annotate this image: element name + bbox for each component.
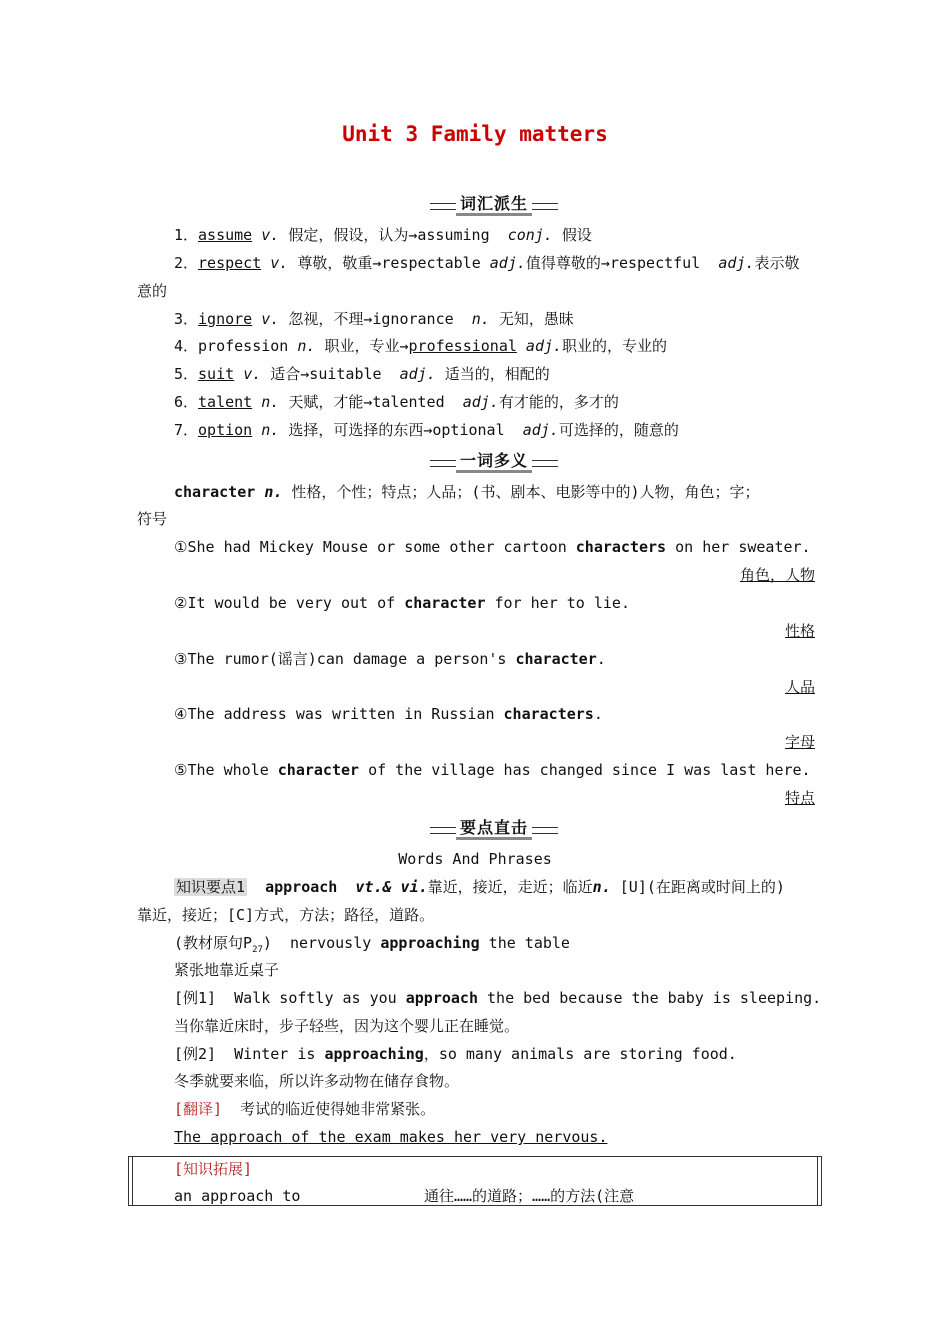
polysemy-example: ①She had Mickey Mouse or some other cartoon characters on her sweater.	[174, 538, 811, 556]
vocab-item-4: 4．profession n. 职业，专业→professional adj.职业的，专业的	[174, 337, 668, 355]
extension-tag: [知识拓展]	[174, 1160, 253, 1178]
vocab-item-2: 2．respect v. 尊敬，敬重→respectable adj.值得尊敬的→respectful adj.表示敬	[174, 254, 800, 272]
polysemy-example: ③The rumor(谣言)can damage a person's character.	[174, 650, 606, 668]
translate-answer: The approach of the exam makes her very nervous.	[174, 1128, 608, 1146]
vocab-item-3: 3．ignore v. 忽视，不理→ignorance n. 无知，愚昧	[174, 310, 574, 328]
polysemy-example: ②It would be very out of character for her to lie.	[174, 594, 630, 612]
polysemy-definition-cont: 符号	[137, 510, 168, 528]
polysemy-answer: 性格	[784, 622, 815, 640]
page-title: Unit 3 Family matters	[342, 122, 608, 146]
section-label: 要点直击	[456, 819, 532, 840]
vocab-item-7: 7．option n. 选择，可选择的东西→optional adj.可选择的，随意的	[174, 421, 679, 439]
vocab-item-1: 1．assume v. 假定，假设，认为→assuming conj. 假设	[174, 226, 592, 244]
example-1: [例1] Walk softly as you approach the bed because the baby is sleeping.	[174, 989, 822, 1007]
polysemy-example: ⑤The whole character of the village has changed since I was last here.	[174, 761, 811, 779]
polysemy-example: ④The address was written in Russian characters.	[174, 705, 603, 723]
keypoint-1-definition: 知识要点1 approach vt.& vi.靠近，接近，走近；临近n. [U](在距离或时间上的)	[176, 878, 785, 896]
keypoints-subtitle: Words And Phrases	[398, 850, 552, 868]
translate-exercise: [翻译] 考试的临近使得她非常紧张。	[174, 1100, 436, 1118]
keypoint-1-definition-cont: 靠近，接近；[C]方式，方法；路径，道路。	[137, 906, 435, 924]
vocab-item-6: 6．talent n. 天赋，才能→talented adj.有才能的，多才的	[174, 393, 619, 411]
textbook-source: (教材原句$P_{27}$) nervously approaching the table	[174, 934, 570, 955]
keypoint-tag: 知识要点1	[176, 878, 246, 896]
section-label: 一词多义	[456, 452, 532, 473]
polysemy-definition: character n. 性格，个性；特点；人品；(书、剧本、电影等中的)人物，角色；字；	[174, 483, 760, 501]
polysemy-answer: 人品	[784, 678, 815, 696]
knowledge-extension-box	[128, 1156, 822, 1206]
example-2: [例2] Winter is approaching，so many animals are storing food.	[174, 1045, 737, 1063]
vocab-item-5: 5．suit v. 适合→suitable adj. 适当的，相配的	[174, 365, 550, 383]
example-2-translation: 冬季就要来临，所以许多动物在储存食物。	[174, 1072, 460, 1090]
polysemy-answer: 特点	[784, 789, 815, 807]
example-1-translation: 当你靠近床时，步子轻些，因为这个婴儿正在睡觉。	[174, 1017, 520, 1035]
extension-phrase: an approach to	[174, 1187, 301, 1205]
polysemy-answer: 角色，人物	[739, 566, 815, 584]
vocab-item-2-cont: 意的	[137, 282, 168, 300]
extension-definition: 通往……的道路；……的方法(注意	[424, 1187, 635, 1205]
section-banner-polysemy	[430, 451, 558, 473]
section-label: 词汇派生	[456, 195, 532, 216]
section-banner-vocab	[430, 194, 558, 216]
section-banner-keypoints	[430, 818, 558, 840]
polysemy-answer: 字母	[784, 733, 815, 751]
textbook-source-translation: 紧张地靠近桌子	[174, 961, 280, 979]
